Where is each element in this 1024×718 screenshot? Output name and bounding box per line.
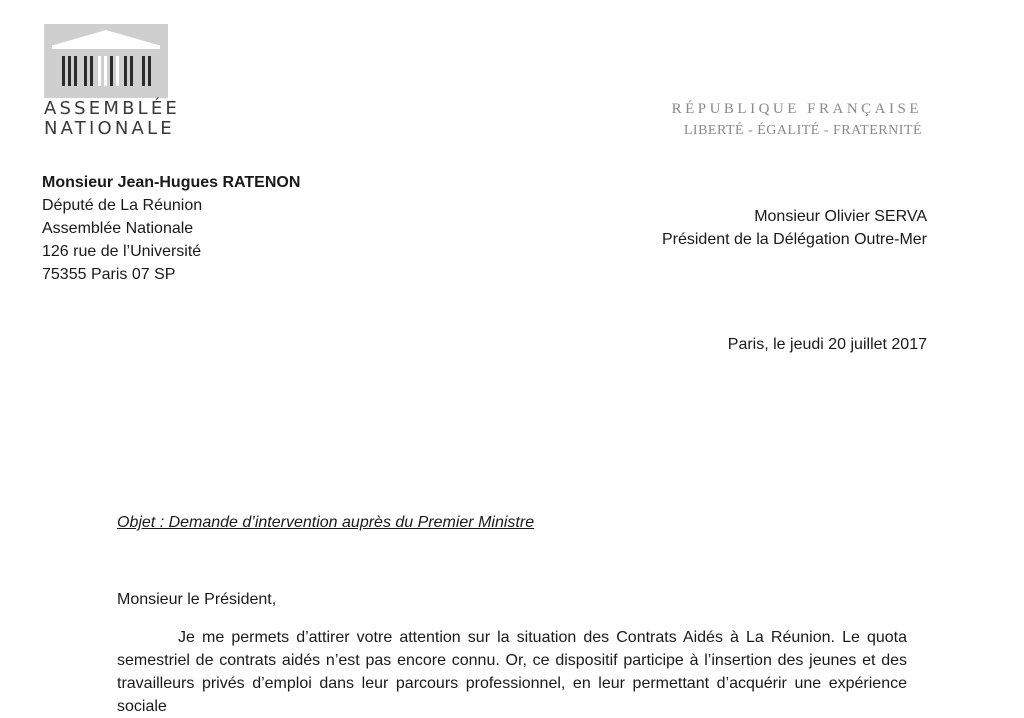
- letter-date: Paris, le jeudi 20 juillet 2017: [727, 336, 927, 353]
- letter-subject: Objet : Demande d’intervention auprès du Premier Ministre: [117, 514, 535, 531]
- assemblee-nationale-logo: [44, 24, 168, 98]
- sender-address-block: [42, 171, 300, 286]
- letter-body: [117, 626, 907, 718]
- republic-motto: LIBERTÉ - ÉGALITÉ - FRATERNITÉ: [683, 123, 922, 138]
- sender-city: 75355 Paris 07 SP: [42, 266, 176, 283]
- recipient-title: Président de la Délégation Outre-Mer: [661, 231, 927, 248]
- sender-name: Monsieur Jean-Hugues RATENON: [42, 174, 301, 191]
- recipient-name: Monsieur Olivier SERVA: [754, 208, 927, 225]
- logo-text-line1: ASSEMBLÉE: [44, 98, 180, 119]
- building-icon: [44, 24, 168, 98]
- body-paragraph: Je me permets d’attirer votre attention sur la situation des Contrats Aidés à La Réunion. Le quota semestriel de contrats aidés n’est pas encore connu. Or, ce dispositif participe à l’insertion des jeunes et des travailleurs privés d’emploi dans leur parcours professionnel, en leur permettant d’acquérir une expérience sociale: [117, 629, 907, 715]
- logo-text-line2: NATIONALE: [44, 118, 175, 139]
- sender-street: 126 rue de l’Université: [42, 243, 202, 260]
- republic-title: RÉPUBLIQUE FRANÇAISE: [671, 101, 922, 117]
- sender-role: Député de La Réunion: [42, 197, 203, 214]
- recipient-address-block: [662, 205, 927, 251]
- sender-institution: Assemblée Nationale: [42, 220, 194, 237]
- letter-salutation: Monsieur le Président,: [117, 591, 277, 608]
